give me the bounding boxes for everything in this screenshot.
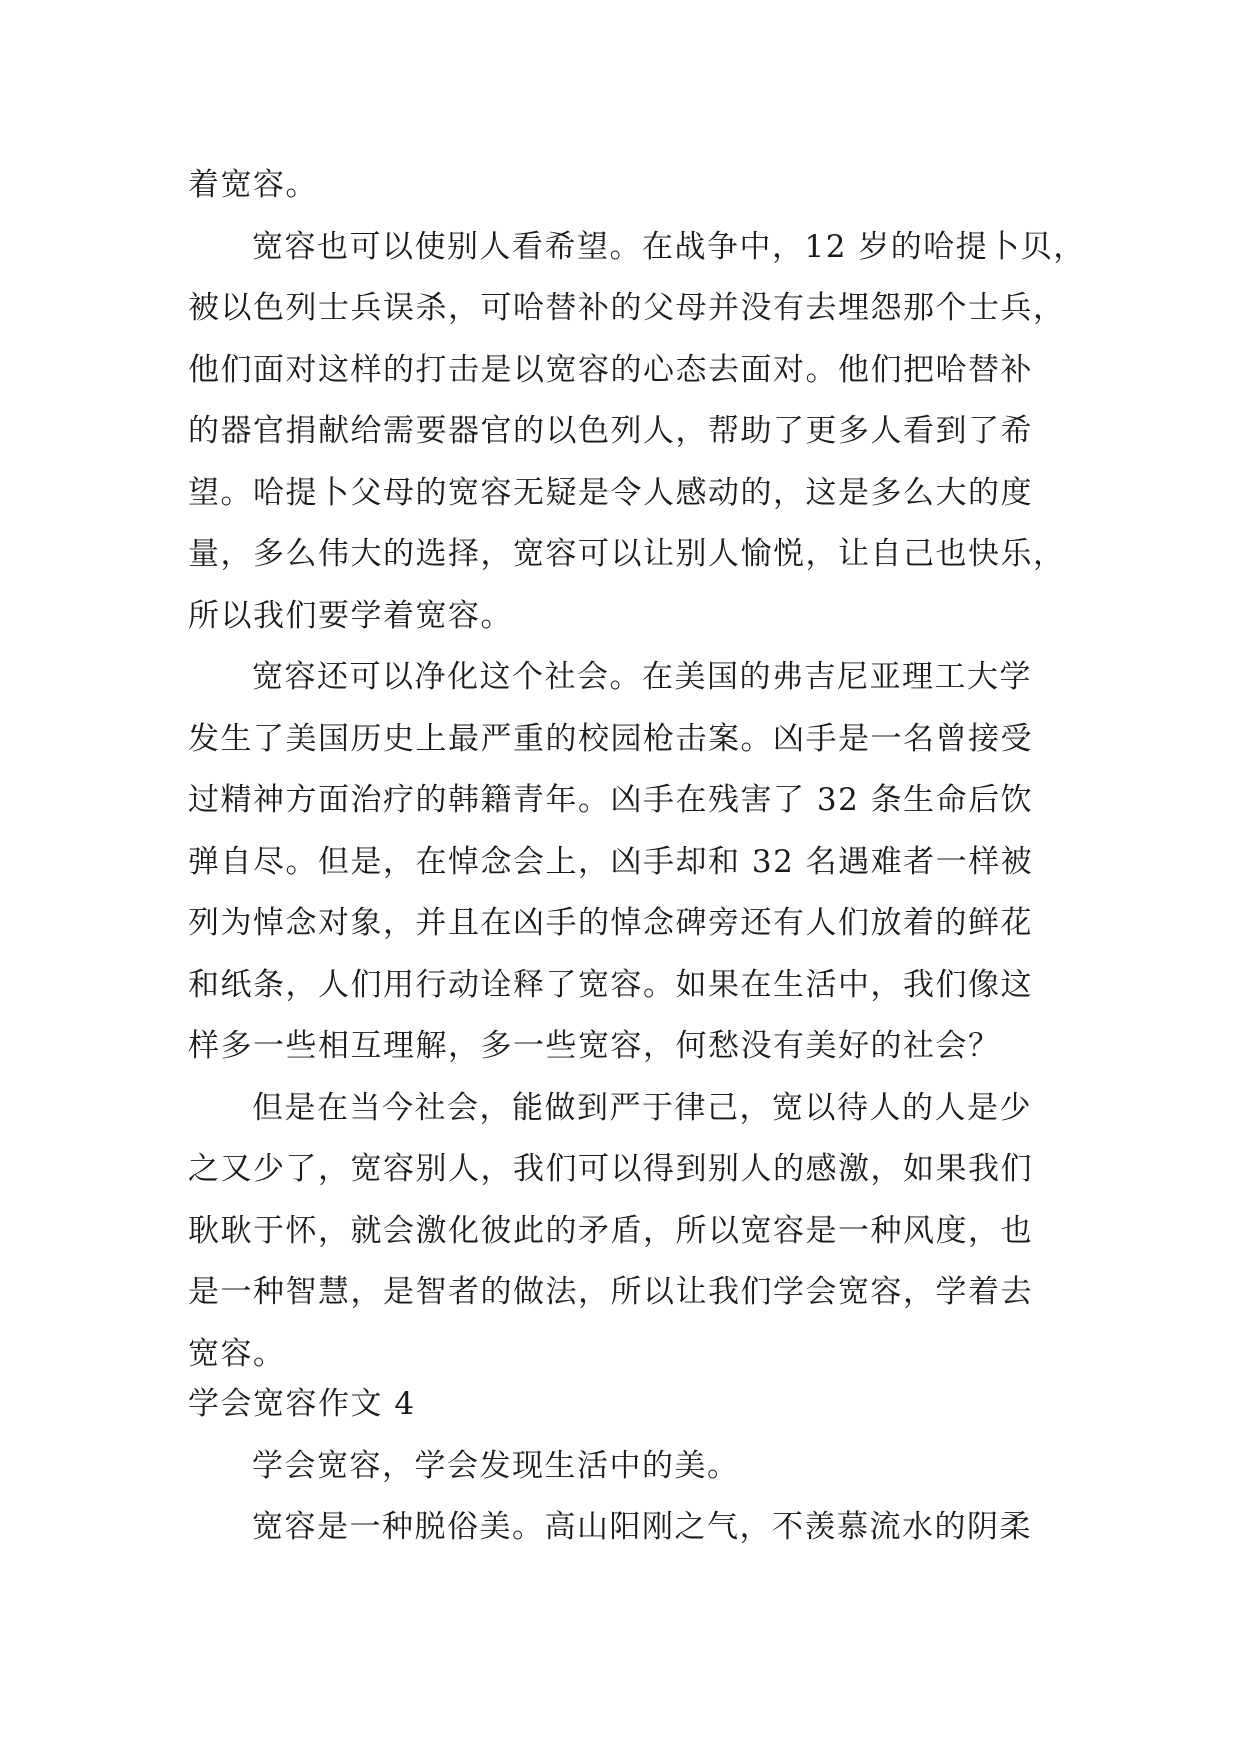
text-line: 所以我们要学着宽容。 <box>188 597 513 634</box>
text-line: 他们面对这样的打击是以宽容的心态去面对。他们把哈替补 <box>188 351 1033 388</box>
text-line: 被以色列士兵误杀，可哈替补的父母并没有去埋怨那个士兵， <box>188 290 1066 326</box>
essay-section-4 <box>188 1374 1068 1559</box>
text-line: 样多一些相互理解，多一些宽容，何愁没有美好的社会？ <box>188 1028 1001 1064</box>
paragraph-start-line: 学会宽容，学会发现生活中的美。 <box>252 1447 740 1484</box>
text-line: 弹自尽。但是，在悼念会上，凶手却和 32 名遇难者一样被 <box>188 843 1034 880</box>
text-line: 的器官捐献给需要器官的以色列人，帮助了更多人看到了希 <box>188 413 1033 449</box>
text-line: 列为悼念对象，并且在凶手的悼念碑旁还有人们放着的鲜花 <box>188 905 1033 941</box>
text-line: 是一种智慧，是智者的做法，所以让我们学会宽容，学着去 <box>188 1274 1033 1310</box>
paragraph-start-line: 但是在当今社会，能做到严于律己，宽以待人的人是少 <box>252 1089 1032 1126</box>
text-line: 耿耿于怀，就会激化彼此的矛盾，所以宽容是一种风度，也 <box>188 1212 1033 1249</box>
paragraph-start-line: 宽容还可以净化这个社会。在美国的弗吉尼亚理工大学 <box>252 659 1032 695</box>
text-line: 量，多么伟大的选择，宽容可以让别人愉悦，让自己也快乐， <box>188 536 1066 572</box>
essay-body <box>188 155 1086 1385</box>
text-line: 着宽容。 <box>188 167 318 203</box>
paragraph-start-line: 宽容也可以使别人看希望。在战争中，12 岁的哈提卜贝， <box>252 228 1086 265</box>
section-heading: 学会宽容作文 4 <box>188 1386 416 1422</box>
paragraph-start-line: 宽容是一种脱俗美。高山阳刚之气，不羡慕流水的阴柔 <box>252 1509 1032 1545</box>
text-line: 之又少了，宽容别人，我们可以得到别人的感激，如果我们 <box>188 1151 1033 1187</box>
text-line: 望。哈提卜父母的宽容无疑是令人感动的，这是多么大的度 <box>188 474 1033 511</box>
text-line: 发生了美国历史上最严重的校园枪击案。凶手是一名曾接受 <box>188 720 1033 757</box>
text-line: 宽容。 <box>188 1335 286 1372</box>
text-line: 过精神方面治疗的韩籍青年。凶手在残害了 32 条生命后饮 <box>188 782 1034 818</box>
text-line: 和纸条，人们用行动诠释了宽容。如果在生活中，我们像这 <box>188 966 1033 1003</box>
